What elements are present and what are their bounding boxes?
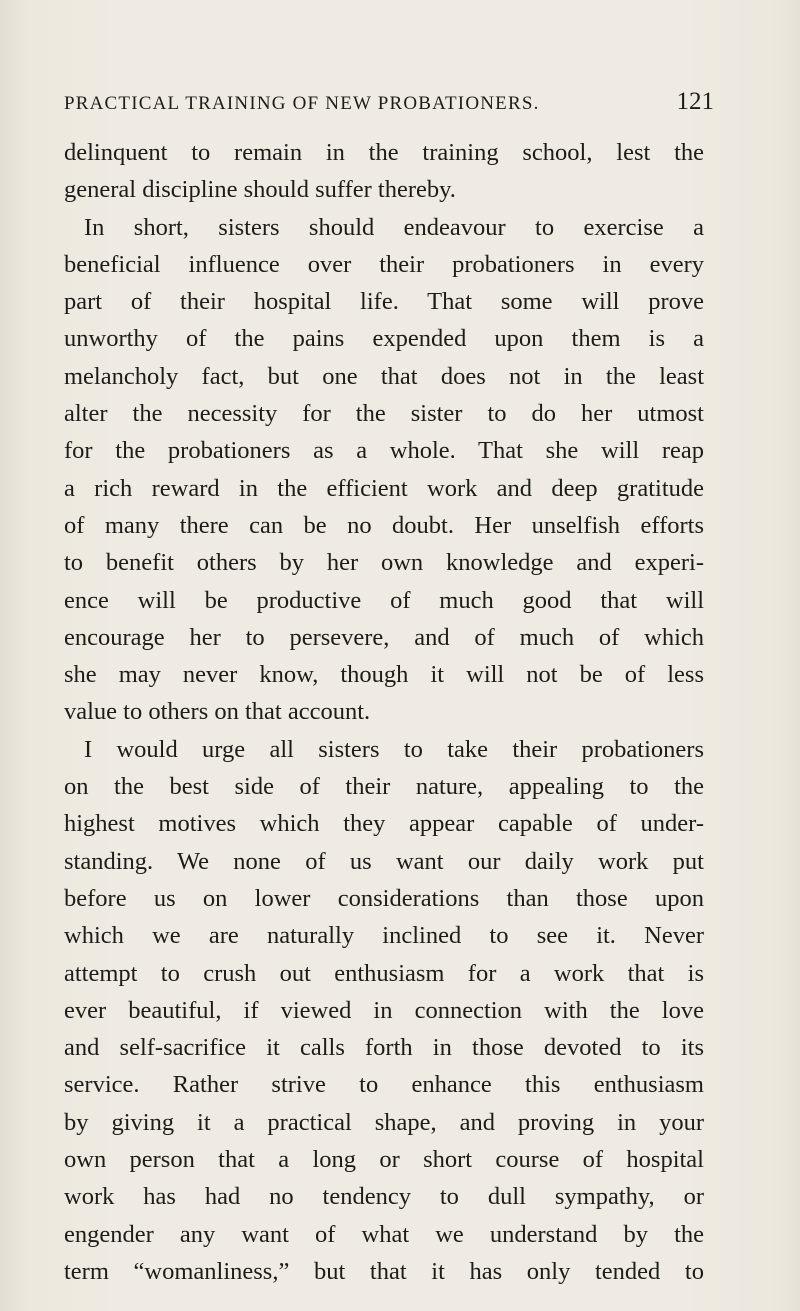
text-line: melancholy fact, but one that does not in the least bbox=[64, 362, 704, 390]
text-line: beneficial influence over their probationers in every bbox=[64, 250, 704, 278]
text-line: I would urge all sisters to take their probationers bbox=[84, 735, 704, 763]
text-line: alter the necessity for the sister to do her utmost bbox=[64, 400, 704, 428]
text-line: ence will be productive of much good that will bbox=[64, 586, 704, 614]
text-line: part of their hospital life. That some will prove bbox=[64, 288, 704, 316]
text-line: which we are naturally inclined to see it. Never bbox=[64, 922, 704, 950]
text-line: engender any want of what we understand by the bbox=[64, 1220, 704, 1248]
text-line: before us on lower considerations than those upon bbox=[64, 884, 704, 912]
text-line: and self-sacrifice it calls forth in those devoted to its bbox=[64, 1034, 704, 1062]
text-line: attempt to crush out enthusiasm for a work that is bbox=[64, 959, 704, 987]
text-line: encourage her to persevere, and of much of which bbox=[64, 623, 704, 651]
text-line: own person that a long or short course of hospital bbox=[64, 1146, 704, 1174]
text-line: standing. We none of us want our daily work put bbox=[64, 847, 704, 875]
body-text bbox=[64, 134, 704, 1290]
text-line: unworthy of the pains expended upon them is a bbox=[64, 325, 704, 353]
text-line: highest motives which they appear capable of under- bbox=[64, 810, 704, 838]
text-line: a rich reward in the efficient work and deep gratitude bbox=[64, 474, 704, 502]
text-line: she may never know, though it will not be of less bbox=[64, 661, 704, 689]
running-title: PRACTICAL TRAINING OF NEW PROBATIONERS. bbox=[64, 93, 540, 114]
text-line: by giving it a practical shape, and proving in your bbox=[64, 1108, 704, 1136]
text-line: ever beautiful, if viewed in connection with the love bbox=[64, 996, 704, 1024]
text-line: of many there can be no doubt. Her unselfish efforts bbox=[64, 511, 704, 539]
text-line: on the best side of their nature, appealing to the bbox=[64, 773, 704, 801]
text-line: service. Rather strive to enhance this enthusiasm bbox=[64, 1071, 704, 1099]
text-line: for the probationers as a whole. That she will reap bbox=[64, 437, 704, 465]
text-line: In short, sisters should endeavour to exercise a bbox=[84, 213, 704, 241]
text-line: delinquent to remain in the training school, lest the bbox=[64, 139, 704, 166]
text-line: work has had no tendency to dull sympathy, or bbox=[64, 1183, 704, 1211]
running-head bbox=[64, 88, 714, 122]
text-line: term “womanliness,” but that it has only tended to bbox=[64, 1257, 704, 1285]
text-line: general discipline should suffer thereby. bbox=[64, 176, 456, 204]
page-number: 121 bbox=[676, 88, 714, 115]
text-line: to benefit others by her own knowledge and experi- bbox=[64, 549, 704, 577]
text-line: value to others on that account. bbox=[64, 698, 371, 726]
